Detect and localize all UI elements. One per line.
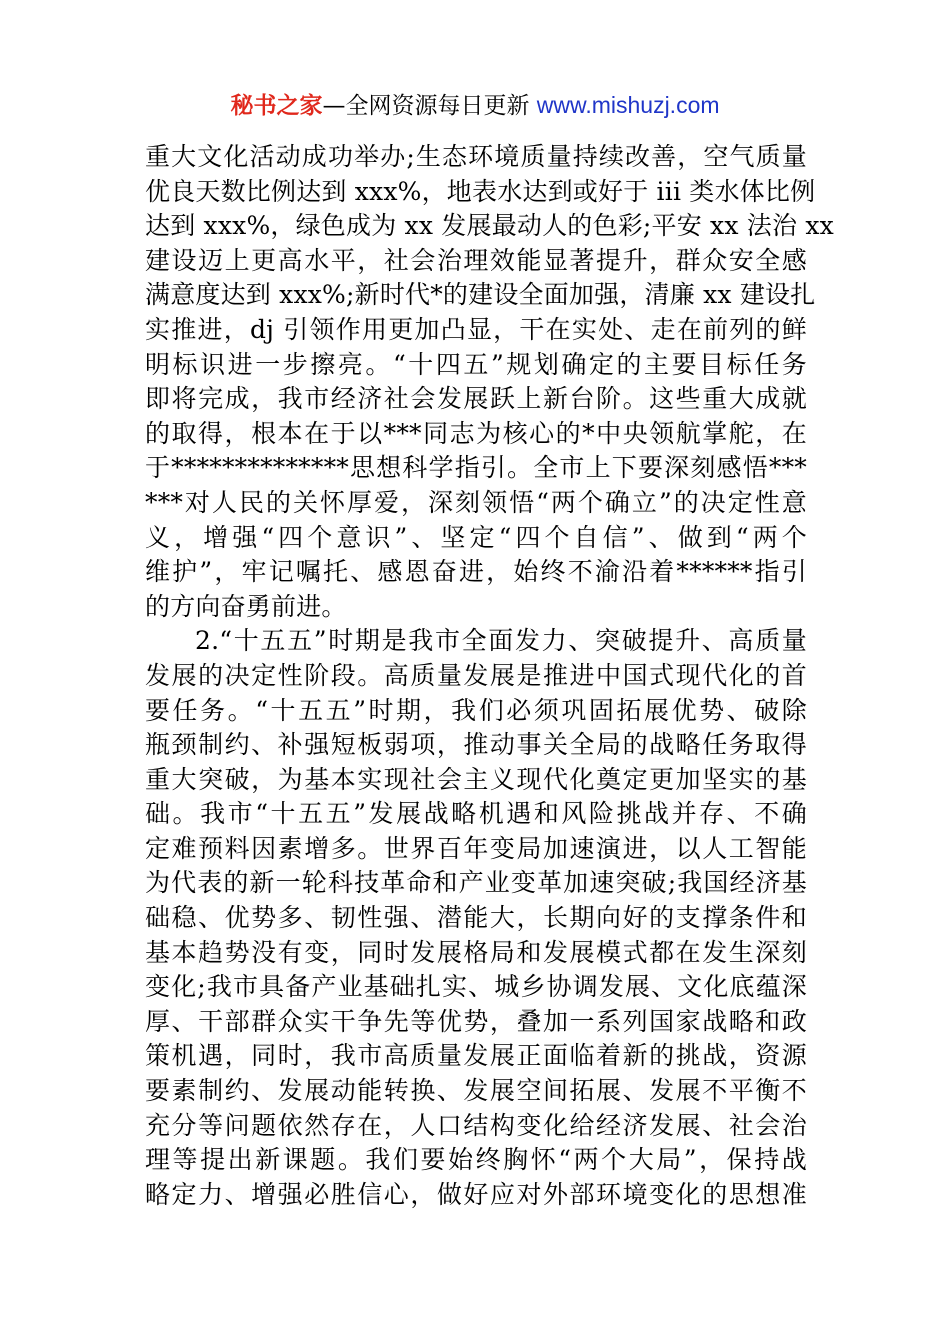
paragraph-end-line: 的方向奋勇前进。 — [145, 591, 347, 621]
page-header — [0, 88, 950, 123]
body-line: 瓶颈制约、补强短板弱项，推动事关全局的战略任务取得 — [145, 730, 807, 760]
body-line: 的取得，根本在于以***同志为核心的*中央领航掌舵，在 — [145, 418, 807, 448]
paragraph-start-line: 2.“十五五”时期是我市全面发力、突破提升、高质量 — [195, 626, 807, 656]
body-line: 优良天数比例达到 xxx%，地表水达到或好于 iii 类水体比例 — [145, 176, 816, 206]
body-line: 为代表的新一轮科技革命和产业变革加速突破;我国经济基 — [145, 868, 807, 898]
body-line: ***对人民的关怀厚爱，深刻领悟“两个确立”的决定性意 — [145, 487, 807, 517]
body-line: 重大文化活动成功举办;生态环境质量持续改善，空气质量 — [145, 142, 807, 171]
body-line: 厚、干部群众实干争先等优势，叠加一系列国家战略和政 — [145, 1006, 807, 1036]
header-slogan: —全网资源每日更新 — [322, 93, 537, 119]
body-line: 要任务。“十五五”时期，我们必须巩固拓展优势、破除 — [145, 695, 807, 725]
body-line: 基本趋势没有变，同时发展格局和发展模式都在发生深刻 — [145, 937, 807, 967]
body-line: 变化;我市具备产业基础扎实、城乡协调发展、文化底蕴深 — [145, 972, 807, 1002]
body-line: 策机遇，同时，我市高质量发展正面临着新的挑战，资源 — [145, 1041, 807, 1071]
body-line: 维护”，牢记嘱托、感恩奋进，始终不渝沿着******指引 — [145, 557, 807, 587]
body-line: 充分等问题依然存在，人口结构变化给经济发展、社会治 — [145, 1110, 807, 1140]
body-line: 建设迈上更高水平，社会治理效能显著提升，群众安全感 — [145, 245, 807, 275]
body-line: 发展的决定性阶段。高质量发展是推进中国式现代化的首 — [145, 660, 807, 690]
body-line: 达到 xxx%，绿色成为 xx 发展最动人的色彩;平安 xx 法治 xx — [145, 211, 834, 241]
document-body — [145, 140, 834, 1212]
body-line: 础。我市“十五五”发展战略机遇和风险挑战并存、不确 — [145, 799, 807, 829]
header-brand: 秘书之家 — [230, 93, 323, 119]
body-line: 义，增强“四个意识”、坚定“四个自信”、做到“两个 — [145, 522, 807, 552]
body-line: 理等提出新课题。我们要始终胸怀“两个大局”，保持战 — [145, 1145, 807, 1175]
body-line: 即将完成，我市经济社会发展跃上新台阶。这些重大成就 — [145, 384, 807, 414]
body-line: 重大突破，为基本实现社会主义现代化奠定更加坚实的基 — [145, 764, 807, 794]
body-line: 于**************思想科学指引。全市上下要深刻感悟*** — [145, 453, 807, 483]
body-line: 略定力、增强必胜信心，做好应对外部环境变化的思想准 — [145, 1179, 807, 1209]
header-url-link[interactable]: www.mishuzj.com — [536, 92, 720, 118]
body-line: 定难预料因素增多。世界百年变局加速演进，以人工智能 — [145, 833, 807, 863]
body-line: 明标识进一步擦亮。“十四五”规划确定的主要目标任务 — [145, 349, 807, 379]
body-line: 础稳、优势多、韧性强、潜能大，长期向好的支撑条件和 — [145, 903, 807, 933]
body-line: 实推进，dj 引领作用更加凸显，干在实处、走在前列的鲜 — [145, 314, 807, 344]
body-line: 满意度达到 xxx%;新时代*的建设全面加强，清廉 xx 建设扎 — [145, 280, 816, 310]
body-line: 要素制约、发展动能转换、发展空间拓展、发展不平衡不 — [145, 1076, 807, 1106]
